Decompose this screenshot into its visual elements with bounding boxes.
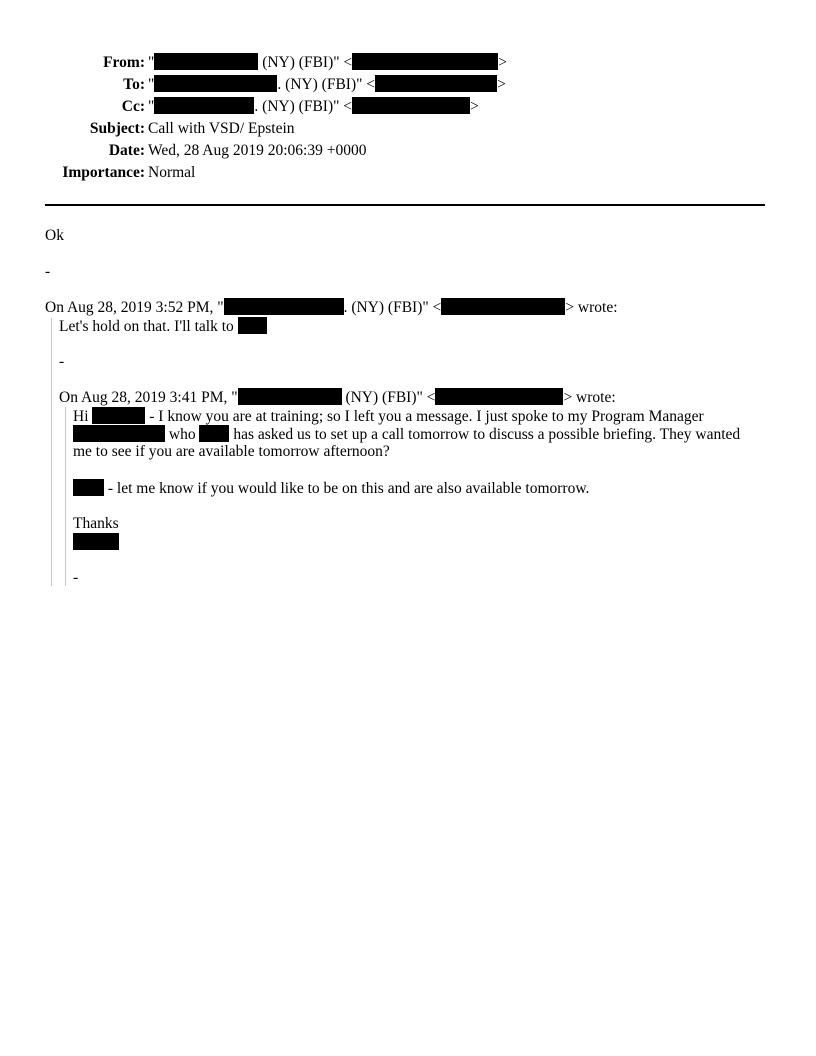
redaction-block [199,425,229,442]
redaction-block [154,75,277,92]
to-row [0,74,506,96]
redaction-block [238,388,342,405]
subject-row [0,118,295,140]
quote1-line1: Let's hold on that. I'll talk to [59,317,267,336]
to-label: To: [123,76,145,93]
from-label: From: [103,54,145,71]
reply-text: Ok [45,227,64,244]
signature-dash: - [45,263,51,280]
redaction-block [238,317,267,334]
cc-value: " . (NY) (FBI)" < > [148,98,479,115]
quote2-thanks: Thanks [73,515,119,532]
redaction-block [352,53,498,70]
importance-row [0,162,195,184]
importance-value: Normal [148,164,196,181]
cc-row [0,96,479,118]
quote2-dash: - [73,569,79,586]
redaction-block [375,75,497,92]
quote2-p1-line1: Hi - I know you are at training; so I left you a message. I just spoke to my Program Manager [73,408,704,425]
quote2-p1-line2: who has asked us to set up a call tomorrow to discuss a possible briefing. They wanted [73,425,740,444]
redaction-block [352,97,470,114]
redaction-block [154,53,258,70]
header-divider [45,204,765,206]
from-row [0,52,507,74]
cc-label: Cc: [121,98,145,115]
date-value: Wed, 28 Aug 2019 20:06:39 +0000 [148,142,367,159]
redaction-block [73,533,119,550]
redaction-block [224,298,344,315]
redaction-block [154,97,254,114]
redaction-block [92,407,145,424]
quote2-p1-line3: me to see if you are available tomorrow afternoon? [73,443,390,460]
quote2-p2: - let me know if you would like to be on this and are also available tomorrow. [73,479,589,498]
subject-value: Call with VSD/ Epstein [148,120,295,137]
redaction-block [73,479,104,496]
redaction-block [441,298,565,315]
quote2-attribution: On Aug 28, 2019 3:41 PM, " (NY) (FBI)" < > wrote: [59,389,616,406]
redaction-block [435,388,563,405]
importance-label: Importance: [62,164,145,181]
subject-label: Subject: [89,120,145,137]
from-value: " (NY) (FBI)" < > [148,54,507,71]
date-label: Date: [108,142,145,159]
quote1-bar [51,318,52,586]
to-value: " . (NY) (FBI)" < > [148,76,506,93]
quote2-signature [73,533,119,552]
date-row [0,140,366,162]
quote1-attribution: On Aug 28, 2019 3:52 PM, " . (NY) (FBI)" < > wrote: [45,299,618,316]
redaction-block [73,425,165,442]
quote2-bar [65,407,66,586]
quote1-dash: - [59,353,65,370]
